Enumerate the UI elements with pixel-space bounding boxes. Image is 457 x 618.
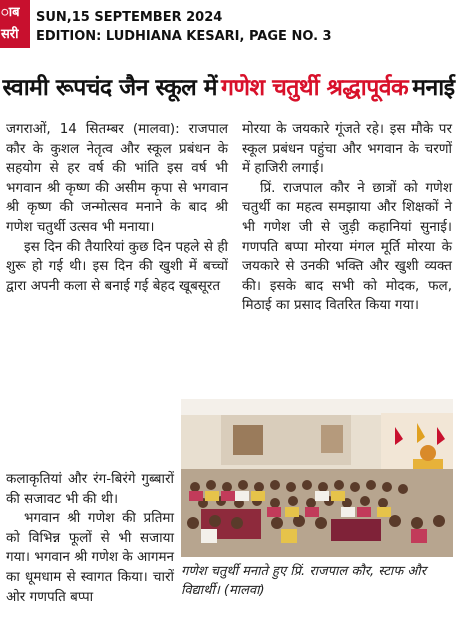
article-left-column (6, 120, 228, 296)
right-paragraph-2: प्रिं. राजपाल कौर ने छात्रों को गणेश चतुर्थी का महत्व समझाया और शिक्षकों ने भी गणेश जी से जुड़ी कहानियां सुनाई। गणपति बप्पा मोरया मंगल मूर्ति मोरया के जयकारे से उनकी भक्ति और खुशी व्यक्त की। इसके बाद सभी को मोदक, फल, मिठाई का प्रसाद वितरित किया गया। (242, 179, 452, 314)
headline-part-2: गणेश चतुर्थी श्रद्धापूर्वक (220, 75, 409, 101)
masthead (0, 0, 457, 54)
edition-info (36, 8, 332, 46)
event-photo-illustration (181, 399, 453, 557)
logo-line-2: सरी (1, 27, 19, 42)
logo-line-1: ाब (1, 5, 20, 20)
left-paragraph-4: भगवान श्री गणेश की प्रतिमा को विभिन्न फूलों से भी सजाया गया। भगवान श्री गणेश के आगमन का धूमधाम से स्वागत किया। चारों ओर गणपति बप्पा (6, 510, 175, 605)
left-paragraph-3: कलाकृतियां और रंग-बिरंगे गुब्बारों की सजावट भी की थी। (6, 471, 174, 507)
photo-caption: गणेश चतुर्थी मनाते हुए प्रिं. राजपाल कौर, स्टाफ और विद्यार्थी। (मालवा) (181, 564, 427, 598)
left-paragraph-2: इस दिन की तैयारियां कुछ दिन पहले से ही शुरू हो गई थी। इस दिन की खुशी में बच्चों द्वारा अपनी कला से बनाई गई बेहद खूबसूरत (6, 238, 228, 294)
article-headline (0, 66, 457, 106)
edition-label: EDITION: LUDHIANA KESARI, PAGE NO. 3 (36, 29, 332, 44)
left-paragraph-1: जगराओं, 14 सितम्बर (मालवा): राजपाल कौर के कुशल नेतृत्व और स्कूल प्रबंधन के सहयोग से हर वर्ष की भांति इस वर्ष भी भगवान श्री कृष्ण की असीम कृपा से भगवान श्री कृष्ण की जन्मोत्सव मनाने के बाद श्री गणेश चतुर्थी उत्सव भी मनाया। (6, 121, 228, 235)
article-right-column (242, 120, 452, 316)
headline-part-1: स्वामी रूपचंद जैन स्कूल में (2, 75, 217, 101)
newspaper-logo (0, 0, 30, 48)
headline-part-3: मनाई (412, 75, 455, 101)
right-paragraph-1: मोरया के जयकारे गूंजते रहे। इस मौके पर स्कूल प्रबंधन पहुंचा और भगवान के चरणों में हाजिरी लगाई। (242, 121, 452, 177)
article-left-column-continued (6, 470, 174, 607)
event-photo (181, 399, 453, 557)
publication-date: SUN,15 SEPTEMBER 2024 (36, 10, 223, 25)
